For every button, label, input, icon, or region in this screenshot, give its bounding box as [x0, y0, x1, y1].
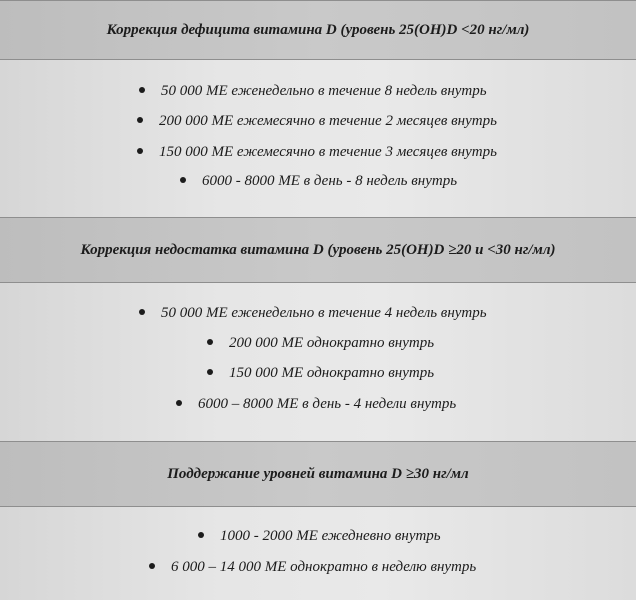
section-title: Коррекция недостатка витамина D (уровень 25(OH)D ≥20 и <30 нг/мл)	[80, 241, 556, 258]
list-item-text: 200 000 МЕ однократно внутрь	[229, 335, 435, 351]
section-body-insufficiency	[0, 283, 636, 441]
list-item	[139, 82, 487, 100]
list-item	[198, 527, 441, 545]
section-title: Поддержание уровней витамина D ≥30 нг/мл	[167, 465, 469, 482]
bullet-icon	[207, 339, 213, 345]
list-item-text: 6000 – 8000 МЕ в день - 4 недели внутрь	[198, 396, 457, 412]
list-item	[137, 143, 497, 161]
section-body-deficiency	[0, 60, 636, 217]
list-item-text: 6 000 – 14 000 МЕ однократно в неделю внутрь	[171, 559, 477, 575]
bullet-icon	[180, 177, 186, 183]
section-header-maintenance	[0, 441, 636, 507]
list-item-text: 200 000 МЕ ежемесячно в течение 2 месяцев внутрь	[159, 113, 497, 129]
list-item	[176, 395, 456, 413]
list-item	[139, 304, 487, 322]
bullet-icon	[139, 87, 145, 93]
bullet-icon	[137, 117, 143, 123]
section-body-maintenance	[0, 507, 636, 600]
list-item	[149, 558, 476, 576]
list-item	[180, 172, 457, 190]
list-item	[207, 334, 434, 352]
list-item-text: 150 000 МЕ ежемесячно в течение 3 месяцев внутрь	[159, 144, 497, 160]
section-title: Коррекция дефицита витамина D (уровень 25(OH)D <20 нг/мл)	[106, 21, 530, 38]
list-item-text: 6000 - 8000 МЕ в день - 8 недель внутрь	[202, 173, 458, 189]
list-item-text: 50 000 МЕ еженедельно в течение 4 недель внутрь	[161, 305, 487, 321]
bullet-icon	[149, 563, 155, 569]
section-header-deficiency	[0, 0, 636, 60]
section-header-insufficiency	[0, 217, 636, 283]
list-item	[137, 112, 497, 130]
list-item-text: 50 000 МЕ еженедельно в течение 8 недель внутрь	[161, 83, 487, 99]
bullet-icon	[176, 400, 182, 406]
bullet-icon	[139, 309, 145, 315]
list-item-text: 1000 - 2000 МЕ ежедневно внутрь	[220, 528, 441, 544]
bullet-icon	[198, 532, 204, 538]
bullet-icon	[137, 148, 143, 154]
bullet-icon	[207, 369, 213, 375]
list-item	[207, 364, 434, 382]
list-item-text: 150 000 МЕ однократно внутрь	[229, 365, 435, 381]
